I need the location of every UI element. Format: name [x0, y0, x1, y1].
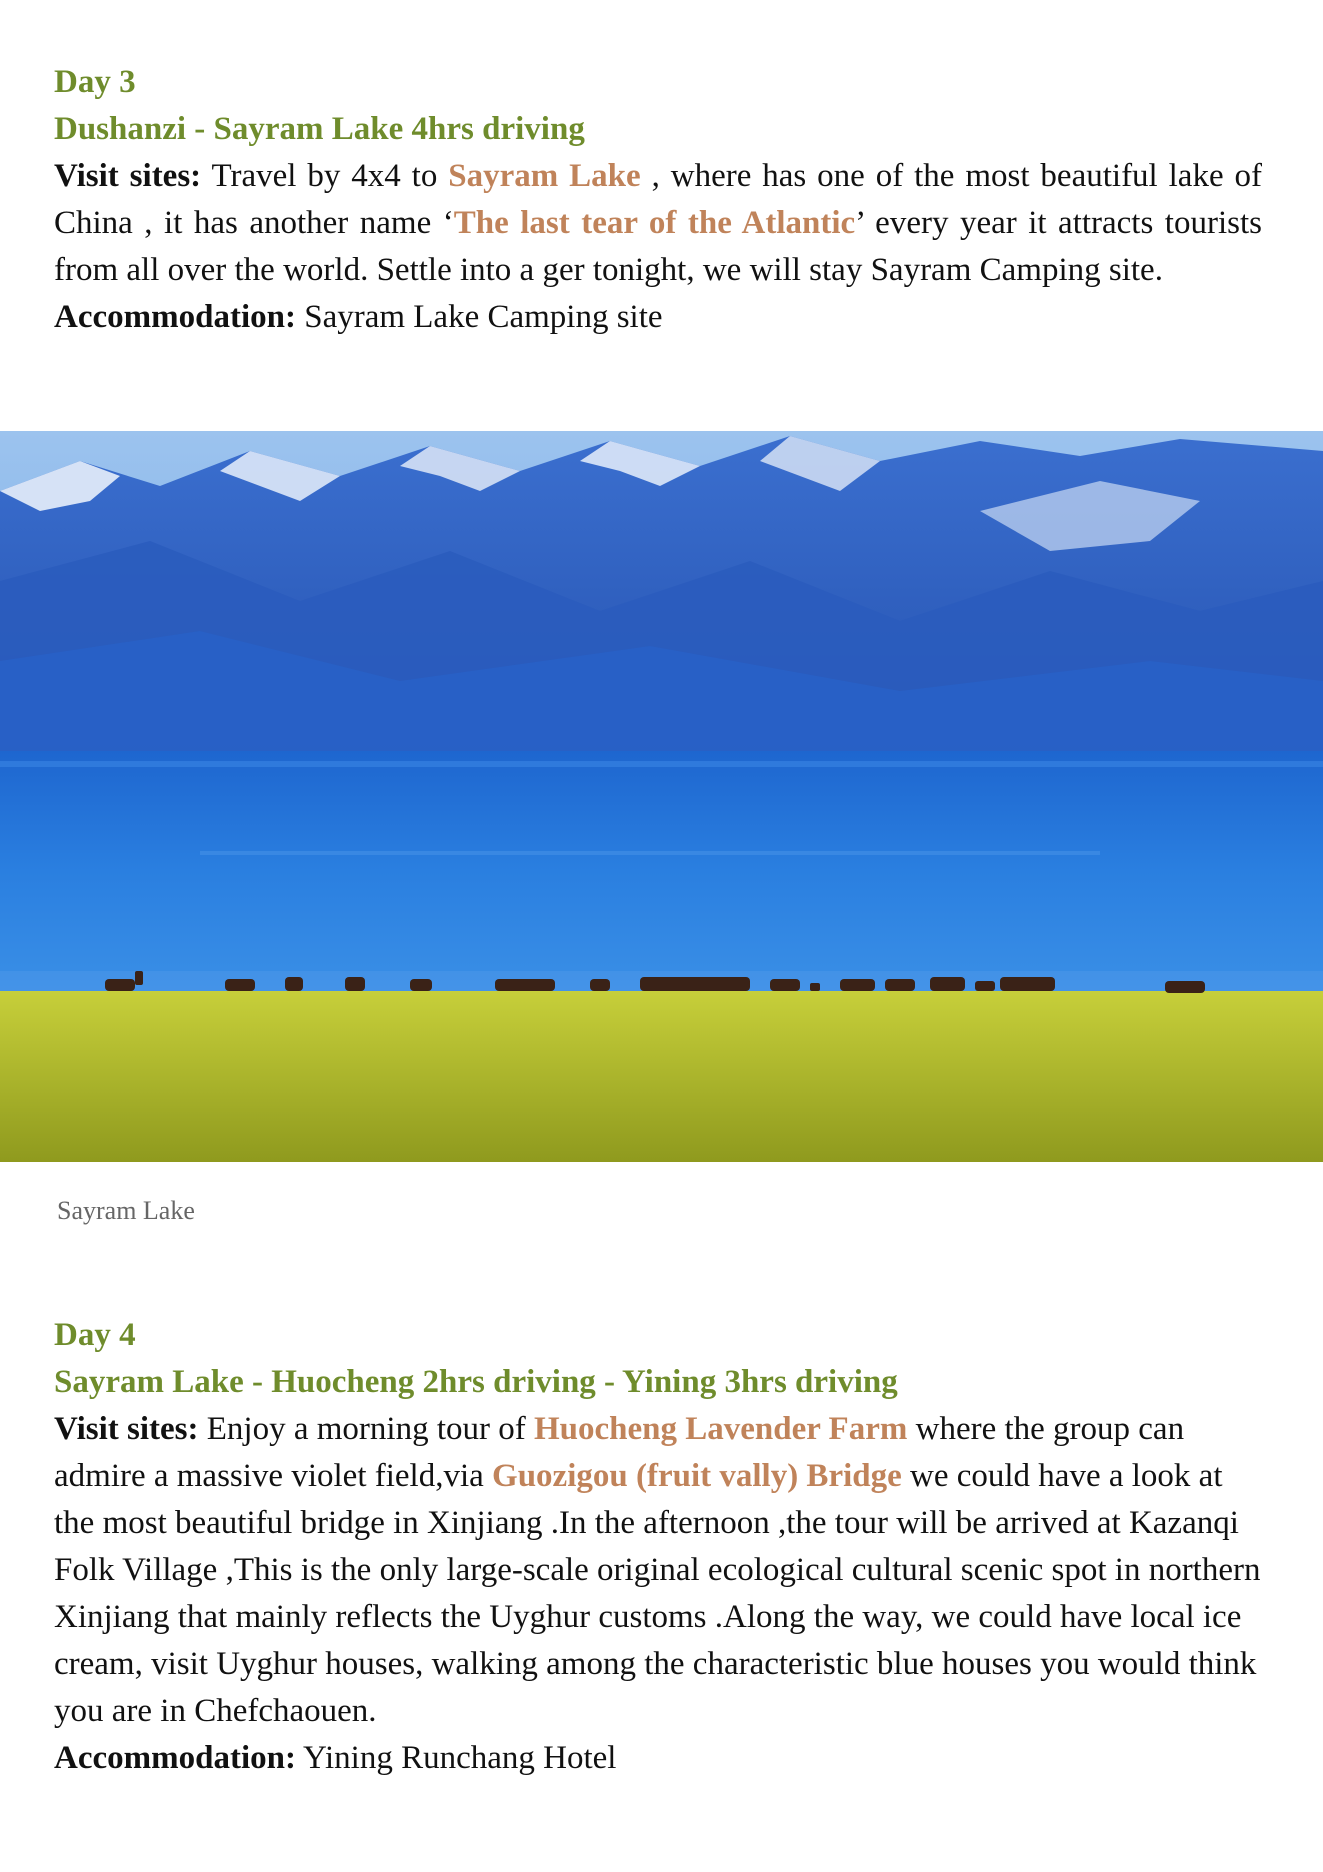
day4-accommodation-label: Accommodation: [54, 1740, 296, 1776]
lake-reflection [200, 851, 1100, 855]
day4-title: Day 4 [54, 1317, 136, 1353]
day3-section [54, 59, 1262, 341]
day3-route: Dushanzi - Sayram Lake 4hrs driving [54, 111, 585, 147]
day4-visit-text-3: we could have a look at the most beautiful bridge in Xinjiang .In the afternoon ,the tour will be arrived at Kazanqi Folk Village ,This is the only large-scale original ecological cultural scenic spot in northern Xinjiang that mainly reflects the Uyghur customs .Along the way, we could have local ice cream, visit Uyghur houses, walking among the characteristic blue houses you would think you are in Chefchaouen. [54, 1458, 1261, 1729]
horse [495, 979, 555, 991]
day3-visit-label: Visit sites: [54, 158, 202, 194]
horse [285, 977, 303, 991]
horse [930, 977, 965, 991]
day3-visit-text-2: , where has one of the most beautiful lake of China , it has another name ‘ [54, 158, 1262, 241]
horse [135, 971, 143, 985]
day3-accommodation [54, 294, 1262, 341]
horse [225, 979, 255, 991]
day4-accommodation-value: Yining Runchang Hotel [295, 1740, 617, 1776]
horse [840, 979, 875, 991]
day3-visit-text-1: Travel by 4x4 to [201, 158, 449, 194]
lake [0, 751, 1323, 991]
day4-route: Sayram Lake - Huocheng 2hrs driving - Yining 3hrs driving [54, 1364, 898, 1400]
day3-highlight-sayram-lake: Sayram Lake [448, 158, 641, 194]
horse [885, 979, 915, 991]
grass-field [0, 991, 1323, 1162]
day3-title: Day 3 [54, 64, 136, 100]
horse [105, 979, 135, 991]
day4-visit-paragraph [54, 1406, 1262, 1735]
horse [345, 977, 365, 991]
horse [975, 981, 995, 991]
lake-reflection [0, 761, 1323, 767]
day4-visit-text-1: Enjoy a morning tour of [198, 1411, 534, 1447]
day3-accommodation-label: Accommodation: [54, 299, 296, 335]
day3-accommodation-value: Sayram Lake Camping site [295, 299, 663, 335]
day4-visit-text-2: where the group can admire a massive violet field,via [54, 1411, 1185, 1494]
horse [1000, 977, 1055, 991]
horse [810, 983, 820, 991]
horse [1165, 981, 1205, 993]
sayram-lake-photo [0, 431, 1323, 1162]
day4-accommodation [54, 1735, 1262, 1782]
day4-highlight-guozigou-bridge: Guozigou (fruit vally) Bridge [492, 1458, 902, 1494]
day3-visit-paragraph [54, 153, 1262, 294]
day3-highlight-last-tear: The last tear of the Atlantic [453, 205, 856, 241]
day4-highlight-lavender-farm: Huocheng Lavender Farm [533, 1411, 908, 1447]
horse [770, 979, 800, 991]
horse [410, 979, 432, 991]
day4-visit-label: Visit sites: [54, 1411, 199, 1447]
day3-visit-text-3: ’ every year it attracts tourists from all over the world. Settle into a ger tonight, we will stay Sayram Camping site. [54, 205, 1262, 288]
day4-section [54, 1312, 1262, 1782]
photo-caption: Sayram Lake [57, 1196, 195, 1225]
horse [640, 977, 750, 991]
horse [590, 979, 610, 991]
